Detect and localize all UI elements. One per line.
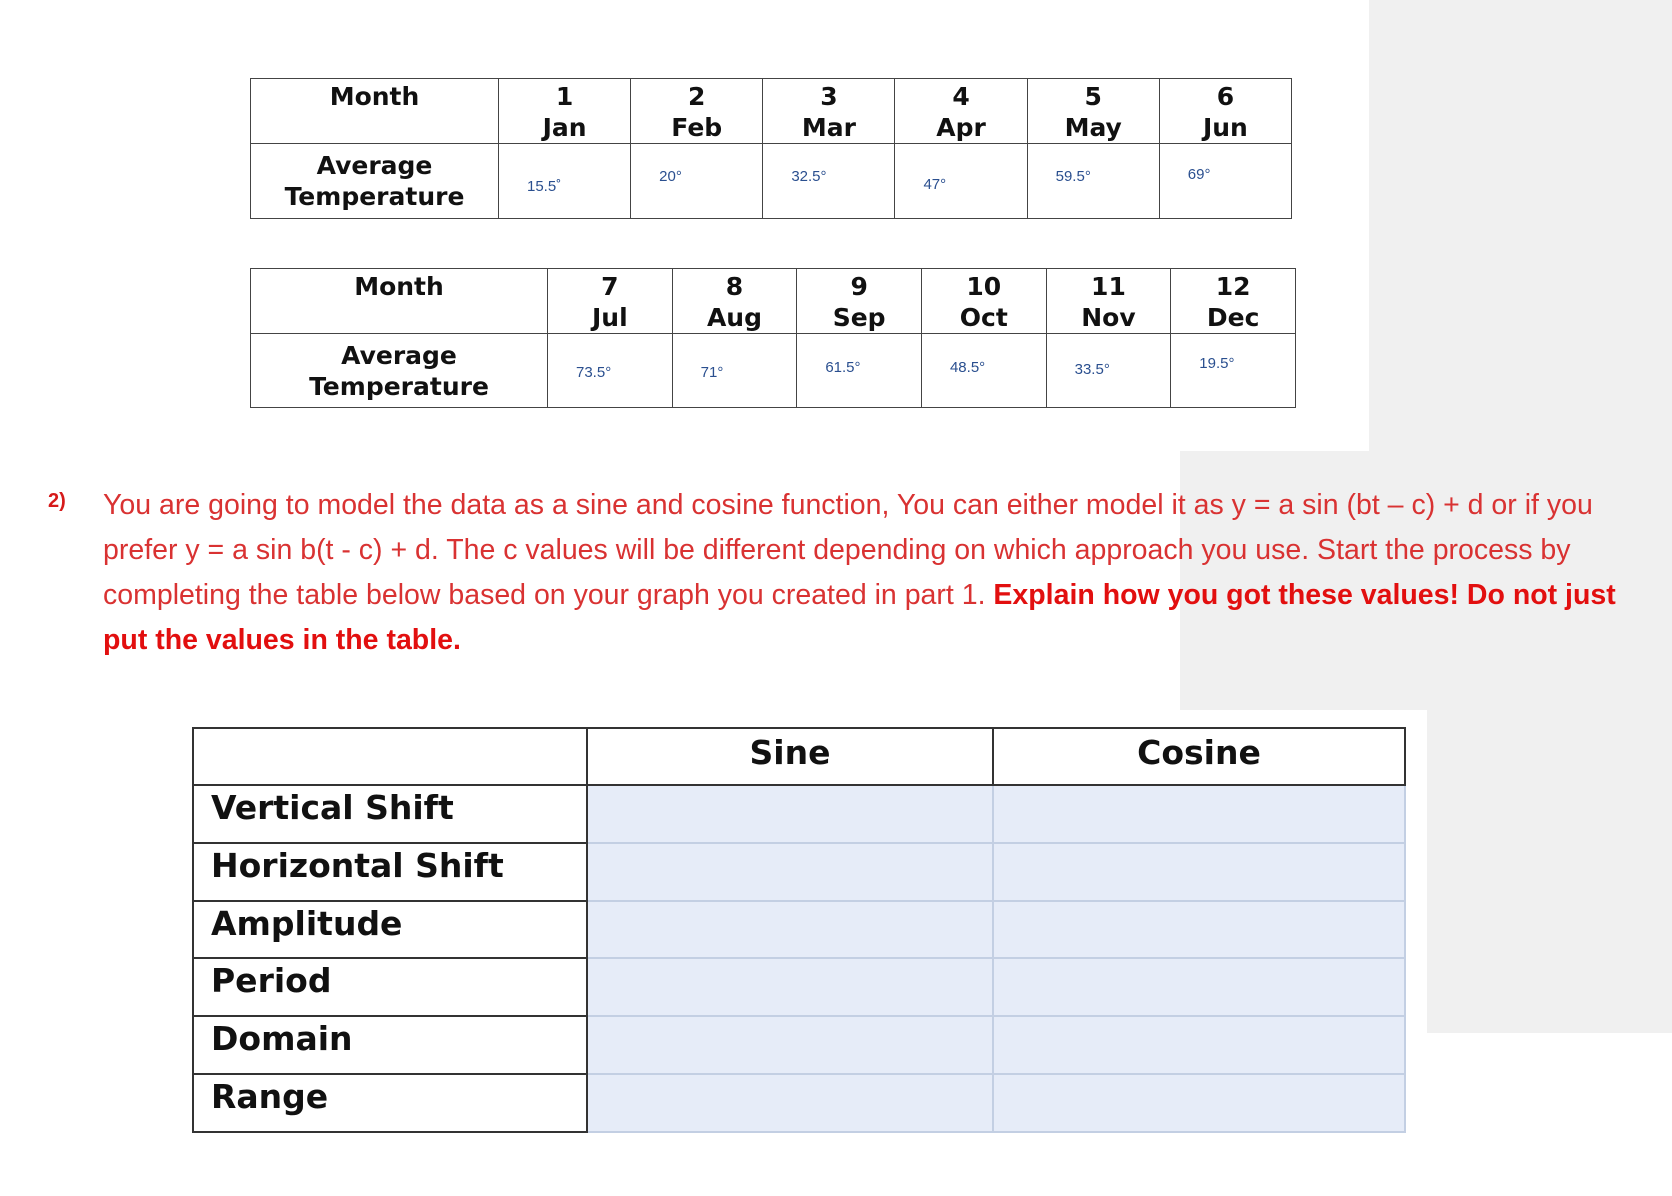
cosine-period-input[interactable] [993,958,1405,1016]
temp-value: 47° [895,144,1027,219]
temp-value: 15.5˚ [499,144,631,219]
sine-amplitude-input[interactable] [587,901,993,959]
month-number: 1 [555,82,574,111]
sine-column-header: Sine [587,728,993,785]
temperature-table-1 [250,78,1292,219]
temp-value: 69° [1159,144,1291,219]
month-number: 8 [725,272,744,301]
month-name: Sep [832,303,886,332]
model-parameters-table [192,727,1406,1133]
month-col-10 [921,269,1046,334]
avg-temp-label: Average Temperature [251,144,499,219]
temp-value: 33.5° [1046,334,1171,408]
month-number: 2 [688,82,706,111]
month-name: Dec [1206,303,1260,332]
month-number: 10 [966,272,1002,301]
sine-vertical-shift-input[interactable] [587,785,993,843]
month-number: 7 [601,272,619,301]
cosine-amplitude-input[interactable] [993,901,1405,959]
month-col-7 [548,269,673,334]
month-number: 3 [820,82,838,111]
corner-cell [193,728,587,785]
month-name: Mar [801,113,856,142]
temp-value: 71° [672,334,797,408]
temp-value: 48.5° [921,334,1046,408]
month-col-11 [1046,269,1171,334]
temp-value: 61.5° [797,334,922,408]
month-number: 5 [1084,82,1102,111]
month-col-12 [1171,269,1296,334]
temperature-table-2 [250,268,1296,408]
month-name: Nov [1081,303,1136,332]
cosine-domain-input[interactable] [993,1016,1405,1074]
month-name: Apr [936,113,986,142]
month-header: Month [251,269,548,334]
month-number: 12 [1215,272,1251,301]
temp-value: 20° [631,144,763,219]
month-col-5 [1027,79,1159,144]
month-number: 4 [952,82,970,111]
cosine-range-input[interactable] [993,1074,1405,1132]
month-name: Jun [1202,113,1248,142]
row-label-domain: Domain [193,1016,587,1074]
month-col-1 [499,79,631,144]
month-name: Jul [591,303,628,332]
month-col-9 [797,269,922,334]
row-label-vertical-shift: Vertical Shift [193,785,587,843]
row-label-period: Period [193,958,587,1016]
temp-value: 73.5° [548,334,673,408]
question-instructions: You are going to model the data as a sine and cosine function, You can either model it as y = a sin (bt – c) + d or if you prefer y = a sin b(t - c) + d. The c values will be different depending on which approach you use. Start the process by completing the table below based on your graph you created in part 1. [103,489,1593,611]
side-panel-lower [1427,710,1672,1033]
sine-domain-input[interactable] [587,1016,993,1074]
month-header: Month [251,79,499,144]
row-label-range: Range [193,1074,587,1132]
question-emphasis: Explain how you got these values! Do not just put the values in the table. [103,579,1616,656]
month-number: 11 [1091,272,1126,301]
temp-value: 32.5° [763,144,895,219]
question-text [103,483,1658,663]
month-name: Jan [542,113,587,142]
row-label-amplitude: Amplitude [193,901,587,959]
sine-horizontal-shift-input[interactable] [587,843,993,901]
sine-period-input[interactable] [587,958,993,1016]
month-col-8 [672,269,797,334]
question-number: 2) [48,490,66,512]
sine-range-input[interactable] [587,1074,993,1132]
avg-temp-label: Average Temperature [251,334,548,408]
cosine-column-header: Cosine [993,728,1405,785]
side-panel-upper [1369,0,1672,451]
month-name: May [1064,113,1122,142]
month-col-2 [631,79,763,144]
month-number: 6 [1216,82,1235,111]
month-name: Feb [671,113,723,142]
month-col-3 [763,79,895,144]
month-name: Oct [959,303,1008,332]
month-col-6 [1159,79,1291,144]
cosine-horizontal-shift-input[interactable] [993,843,1405,901]
row-label-horizontal-shift: Horizontal Shift [193,843,587,901]
month-name: Aug [706,303,762,332]
temp-value: 19.5° [1171,334,1296,408]
month-col-4 [895,79,1027,144]
temp-value: 59.5° [1027,144,1159,219]
cosine-vertical-shift-input[interactable] [993,785,1405,843]
month-number: 9 [850,272,868,301]
